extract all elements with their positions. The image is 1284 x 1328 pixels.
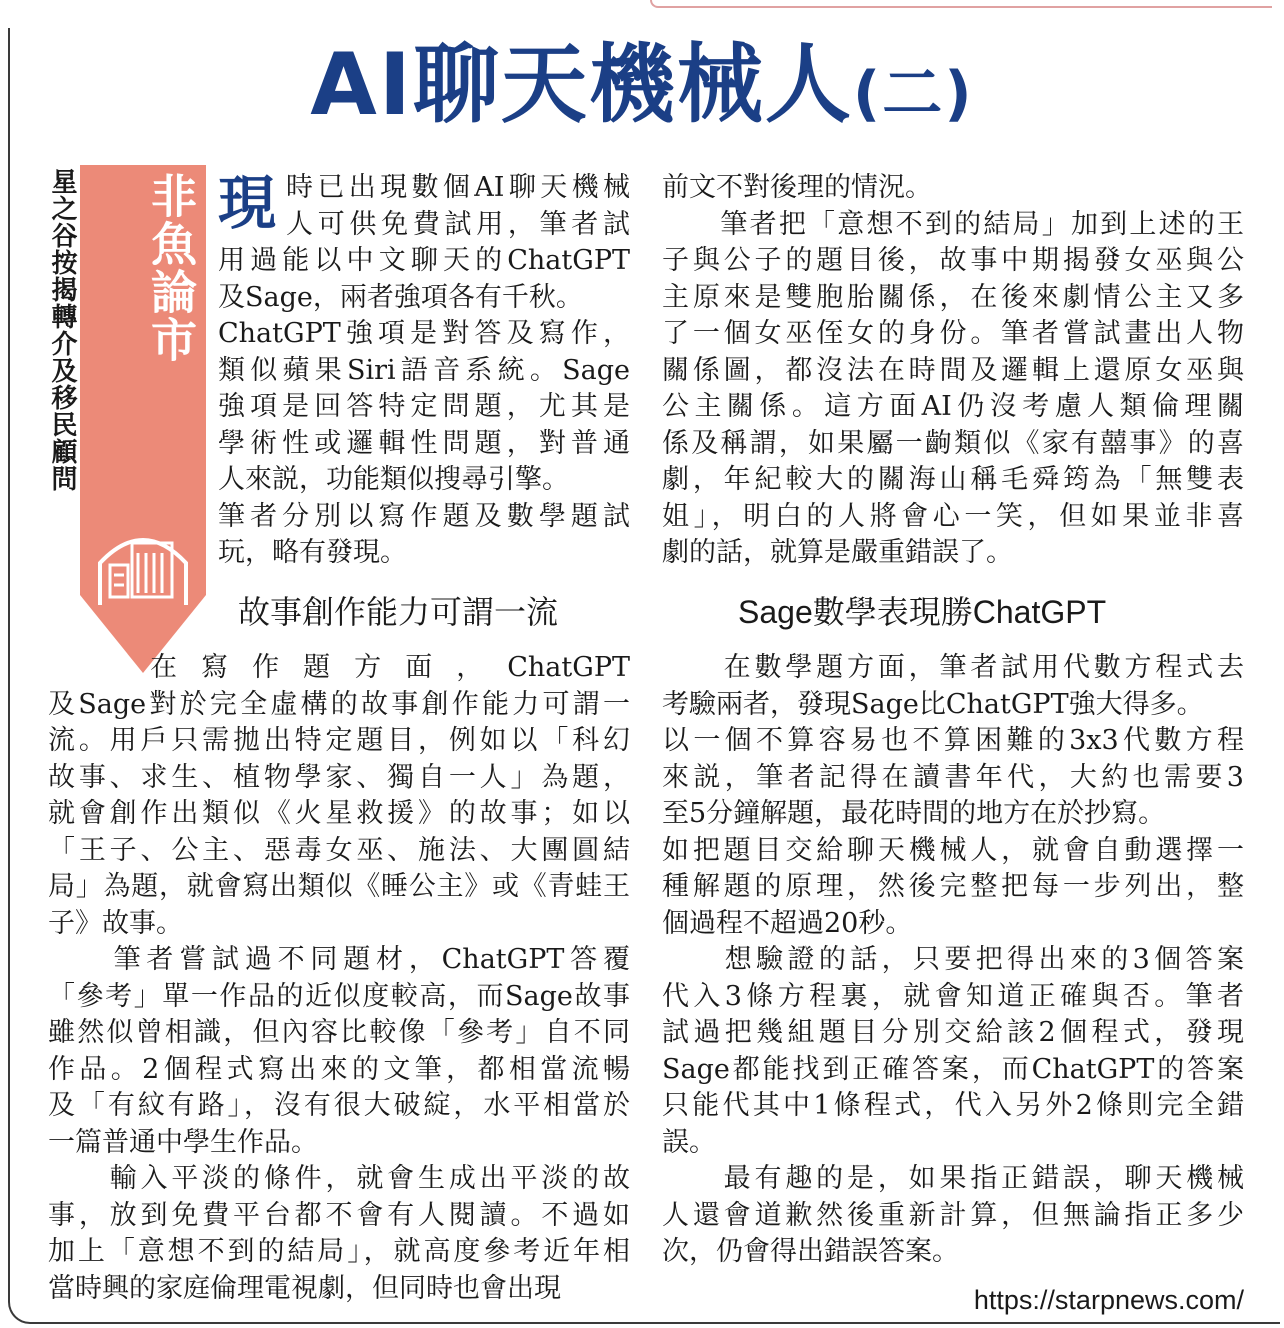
text-line: 想驗證的話，只要把得出來的3個答案 [662,944,1244,975]
text-line: 人來説，功能類似搜尋引擎。 [218,464,569,495]
source-url: https://starpnews.com/ [973,1285,1244,1315]
text-line: ChatGPT強項是對答及寫作， [218,318,630,349]
text-line: 在數學題方面，筆者試用代數方程式去 [662,652,1244,683]
text-line: 關係圖，都沒法在時間及邏輯上還原女巫與 [662,354,1244,386]
left-column-body [48,650,630,1307]
text-line: 局」為題，就會寫出類似《睡公主》或《青蛙王 [48,871,630,902]
text-line: 筆者把「意想不到的結局」加到上述的王 [662,208,1244,240]
text-line: 以一個不算容易也不算困難的3x3代數方程 [662,725,1244,756]
text-line: 子與公子的題目後，故事中期揭發女巫與公 [662,245,1244,276]
text-line: 試過把幾組題目分別交給該2個程式，發現 [662,1017,1244,1048]
column-name: 非魚論市 [144,172,198,364]
text-line: 故事、求生、植物學家、獨自一人」為題， [48,761,630,793]
intro-paragraph [218,243,630,572]
text-line: 至5分鐘解題，最花時間的地方在於抄寫。 [662,798,1166,829]
text-line: 作品。2個程式寫出來的文筆，都相當流暢 [48,1053,630,1085]
text-line: 當時興的家庭倫理電視劇，但同時也會出現 [48,1272,561,1304]
subheading-math: Sage數學表現勝ChatGPT [738,594,1107,630]
text-line: 及Sage，兩者強項各有千秋。 [218,281,583,313]
text-line: 及Sage對於完全虛構的故事創作能力可謂一 [48,688,630,720]
text-line: 只能代其中1條程式，代入另外2條則完全錯 [662,1090,1244,1121]
text-line: 強項是回答特定問題，尤其是 [218,391,630,422]
text-line: 來説，筆者記得在讀書年代，大約也需要3 [662,761,1244,793]
title-main: AI聊天機械人 [310,35,853,135]
text-line: 如把題目交給聊天機械人，就會自動選擇一 [662,834,1244,866]
text-line: 玩，略有發現。 [218,537,407,568]
top-border-decoration [650,0,1272,8]
text-line: 個過程不超過20秒。 [662,907,913,939]
text-line: 係及稱謂，如果屬一齣類似《家有囍事》的喜 [662,427,1244,459]
author-byline: 星之谷按揭轉介及移民顧問 [47,168,77,492]
title-suffix: (二) [852,59,974,129]
right-column-top [662,170,1244,572]
text-line: 雖然似曾相識，但內容比較像「參考」自不同 [48,1017,630,1048]
right-column-bottom [662,650,1244,1271]
text-line: 了一個女巫侄女的身份。筆者嘗試畫出人物 [662,318,1244,349]
text-line: 姐」，明白的人將會心一笑，但如果並非喜 [662,500,1244,532]
text-line: 時已出現數個AI聊天機械 [286,172,630,203]
text-line: 筆者嘗試過不同題材，ChatGPT答覆 [48,944,630,975]
text-line: 學術性或邏輯性問題，對普通 [218,427,630,459]
article-title [0,30,1284,149]
text-line: 加上「意想不到的結局」，就高度參考近年相 [48,1236,630,1267]
text-line: 子》故事。 [48,907,183,939]
text-line: 一篇普通中學生作品。 [48,1126,318,1158]
drop-cap: 現 [218,169,277,237]
text-line: 流。用戶只需拋出特定題目，例如以「科幻 [48,725,630,756]
text-line: 輸入平淡的條件，就會生成出平淡的故 [48,1163,630,1194]
text-line: 「王子、公主、惡毒女巫、施法、大團圓結 [48,834,630,866]
text-line: 就會創作出類似《火星救援》的故事；如以 [48,798,630,829]
text-line: 最有趣的是，如果指正錯誤，聊天機械 [662,1163,1244,1194]
text-line: 劇的話，就算是嚴重錯誤了。 [662,537,1013,568]
text-line: 人可供免費試用，筆者試 [286,208,630,240]
text-line: 種解題的原理，然後完整把每一步列出，整 [662,871,1244,902]
text-line: 主原來是雙胞胎關係，在後來劇情公主又多 [662,281,1244,313]
text-line: 用過能以中文聊天的ChatGPT [218,245,630,276]
text-line: 考驗兩者，發現Sage比ChatGPT強大得多。 [662,688,1204,720]
subheading-story: 故事創作能力可謂一流 [238,594,559,630]
text-line: 前文不對後理的情況。 [662,172,932,203]
text-line: 「參考」單一作品的近似度較高，而Sage故事 [48,980,630,1012]
intro-paragraph-top [286,170,630,243]
text-line: 事，放到免費平台都不會有人閱讀。不過如 [48,1199,630,1231]
text-line: 在寫作題方面，ChatGPT [48,652,630,683]
text-line: 劇，年紀較大的關海山稱毛舜筠為「無雙表 [662,464,1244,495]
text-line: Sage都能找到正確答案，而ChatGPT的答案 [662,1053,1244,1085]
text-line: 及「有紋有路」，沒有很大破綻，水平相當於 [48,1090,630,1121]
text-line: 類似蘋果Siri語音系統。Sage [218,354,630,386]
text-line: 公主關係。這方面AI仍沒考慮人類倫理關 [662,391,1244,422]
text-line: 次，仍會得出錯誤答案。 [662,1236,959,1267]
text-line: 人還會道歉然後重新計算，但無論指正多少 [662,1199,1244,1231]
text-line: 誤。 [662,1126,716,1158]
text-line: 筆者分別以寫作題及數學題試 [218,500,630,532]
text-line: 代入3條方程裏，就會知道正確與否。筆者 [662,980,1244,1012]
